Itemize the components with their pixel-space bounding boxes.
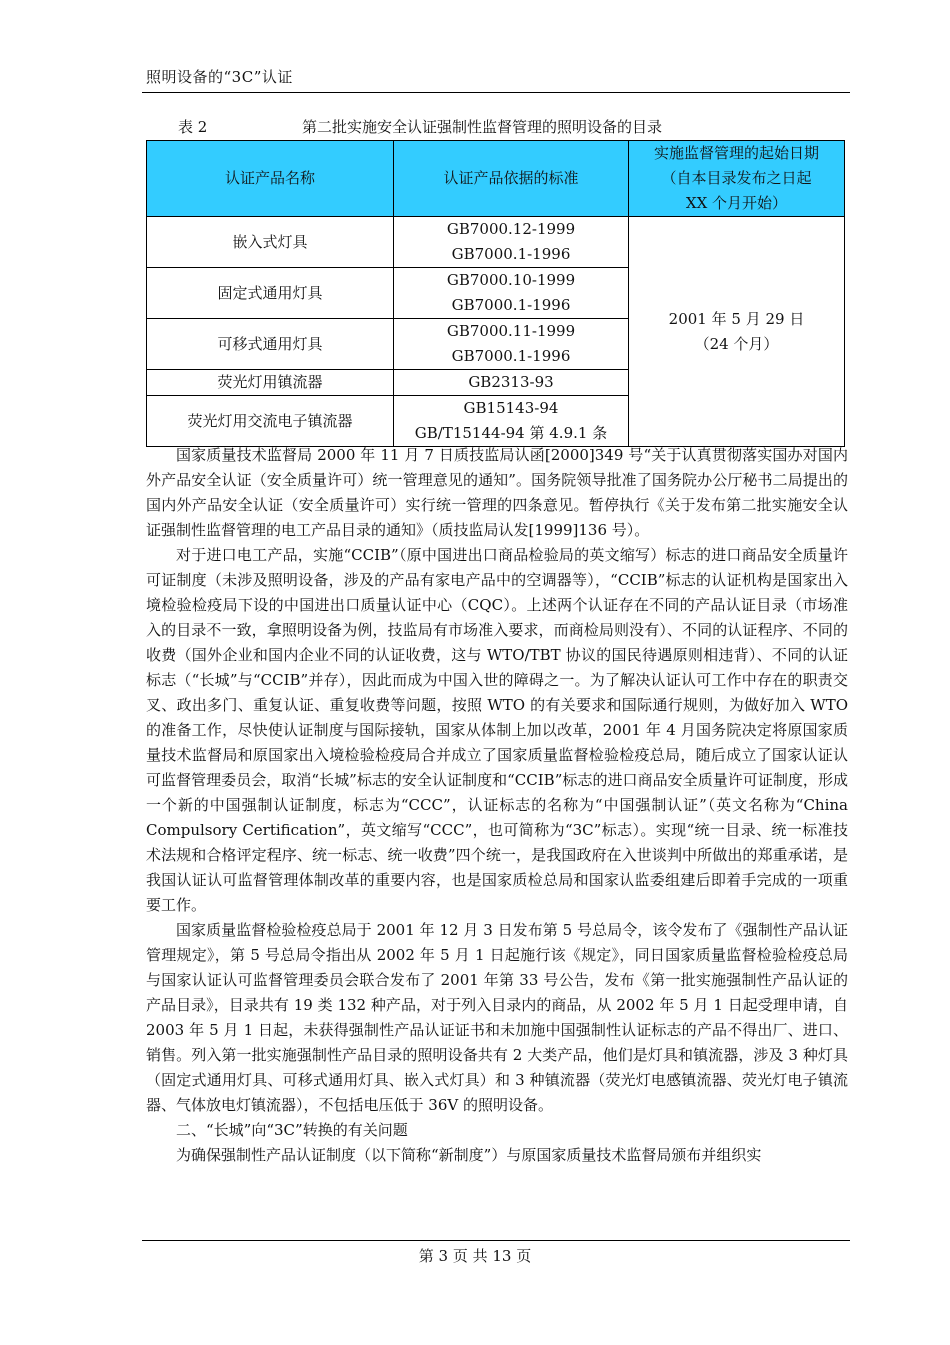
product-name-cell: 荧光灯用镇流器 xyxy=(147,370,394,396)
standard-code: GB7000.12-1999 xyxy=(446,220,576,238)
table-header-row xyxy=(147,141,845,217)
standard-code: GB7000.1-1996 xyxy=(451,245,571,263)
standard-cell xyxy=(394,370,629,396)
header-start-date-line: 实施监督管理的起始日期 xyxy=(653,144,819,162)
standard-code: GB7000.1-1996 xyxy=(451,347,571,365)
standard-code: GB7000.10-1999 xyxy=(446,271,576,289)
header-start-date-line: XX 个月开始） xyxy=(685,194,788,212)
standard-cell xyxy=(394,396,629,447)
table-caption xyxy=(178,116,858,137)
standard-code: GB/T15144-94 第 4.9.1 条 xyxy=(414,424,608,442)
running-header: 照明设备的“3C”认证 xyxy=(146,68,293,86)
footer-rule xyxy=(142,1240,850,1241)
header-start-date xyxy=(629,141,845,217)
product-name-cell: 荧光灯用交流电子镇流器 xyxy=(147,396,394,447)
product-name-cell: 固定式通用灯具 xyxy=(147,268,394,319)
start-date-cell xyxy=(629,217,845,447)
catalog-table xyxy=(146,140,845,447)
table-row xyxy=(147,217,845,268)
table-title: 第二批实施安全认证强制性监督管理的照明设备的目录 xyxy=(302,118,663,136)
body-paragraph: 为确保强制性产品认证制度（以下简称“新制度”）与原国家质量技术监督局颁布并组织实 xyxy=(176,1146,762,1164)
standard-cell xyxy=(394,217,629,268)
standard-cell xyxy=(394,268,629,319)
standard-code: GB15143-94 xyxy=(463,399,559,417)
table-number: 表 2 xyxy=(178,118,208,136)
page-number: 第 3 页 共 13 页 xyxy=(418,1247,532,1265)
standard-code: GB2313-93 xyxy=(468,373,554,391)
product-name-cell: 嵌入式灯具 xyxy=(147,217,394,268)
start-date-note: （24 个月） xyxy=(694,334,779,353)
header-start-date-line: （自本目录发布之日起 xyxy=(661,169,812,187)
body-paragraph: 对于进口电工产品，实施“CCIB”（原中国进出口商品检验局的英文缩写）标志的进口商品安全质量许可证制度（未涉及照明设备，涉及的产品有家电产品中的空调器等），“CCIB”标志的认证机构是国家出入境检验检疫局下设的中国进出口质量认证中心（CQC）。上述两个认证存在不同的产品认证目录（市场准入的目录不一致，拿照明设备为例，技监局有市场准入要求，而商检局则没有）、不同的认证程序、不同的收费（国外企业和国内企业不同的认证收费，这与 WTO/TBT 协议的国民待遇原则相违背）、不同的认证标志（“长城”与“CCIB”并存），因此而成为中国入世的障碍之一。为了解决认证认可工作中存在的职责交叉、政出多门、重复认证、重复收费等问题，按照 WTO 的有关要求和国际通行规则，为做好加入 WTO 的准备工作，尽快使认证制度与国际接轨，国家从体制上加以改革，2001 年 4 月国务院决定将原国家质量技术监督局和原国家出入境检验检疫局合并成立了国家质量监督检验检疫总局，随后成立了国家认证认可监督管理委员会，取消“长城”标志的安全认证制度和“CCIB”标志的进口商品安全质量许可证制度，形成一个新的中国强制认证制度，标志为“CCC”，认证标志的名称为“中国强制认证”（英文名称为“China Compulsory Certification”，英文缩写“CCC”，也可简称为“3C”标志）。实现“统一目录、统一标准技术法规和合格评定程序、统一标志、统一收费”四个统一，是我国政府在入世谈判中所做出的郑重承诺，是我国认证认可监督管理体制改革的重要内容，也是国家质检总局和国家认监委组建后即着手完成的一项重要工作。 xyxy=(146,546,848,914)
standard-cell xyxy=(394,319,629,370)
header-standard: 认证产品依据的标准 xyxy=(394,141,629,217)
standard-code: GB7000.11-1999 xyxy=(446,322,576,340)
standard-code: GB7000.1-1996 xyxy=(451,296,571,314)
header-rule xyxy=(142,92,850,93)
header-product-name: 认证产品名称 xyxy=(147,141,394,217)
product-name-cell: 可移式通用灯具 xyxy=(147,319,394,370)
body-text xyxy=(146,443,848,1168)
body-paragraph: 国家质量监督检验检疫总局于 2001 年 12 月 3 日发布第 5 号总局令，该令发布了《强制性产品认证管理规定》，第 5 号总局令指出从 2002 年 5 月 1 日起施行该《规定》，同日国家质量监督检验检疫总局与国家认证认可监督管理委员会联合发布了 2001 年第 33 号公告，发布《第一批实施强制性产品认证的产品目录》，目录共有 19 类 132 种产品，对于列入目录内的商品，从 2002 年 5 月 1 日起受理申请，自 2003 年 5 月 1 日起，未获得强制性产品认证证书和未加施中国强制性认证标志的产品不得出厂、进口、销售。列入第一批实施强制性产品目录的照明设备共有 2 大类产品，他们是灯具和镇流器，涉及 3 种灯具（固定式通用灯具、可移式通用灯具、嵌入式灯具）和 3 种镇流器（荧光灯电感镇流器、荧光灯电子镇流器、气体放电灯镇流器），不包括电压低于 36V 的照明设备。 xyxy=(146,921,848,1114)
body-paragraph: 国家质量技术监督局 2000 年 11 月 7 日质技监局认函[2000]349 号“关于认真贯彻落实国办对国内外产品安全认证（安全质量许可）统一管理意见的通知”。国务院领导批准了国务院办公厅秘书二局提出的国内外产品安全认证（安全质量许可）实行统一管理的四条意见。暂停执行《关于发布第二批实施安全认证强制性监督管理的电工产品目录的通知》（质技监局认发[1999]136 号）。 xyxy=(146,446,848,539)
section-heading: 二、“长城”向“3C”转换的有关问题 xyxy=(176,1121,408,1139)
start-date-value: 2001 年 5 月 29 日 xyxy=(668,309,805,328)
